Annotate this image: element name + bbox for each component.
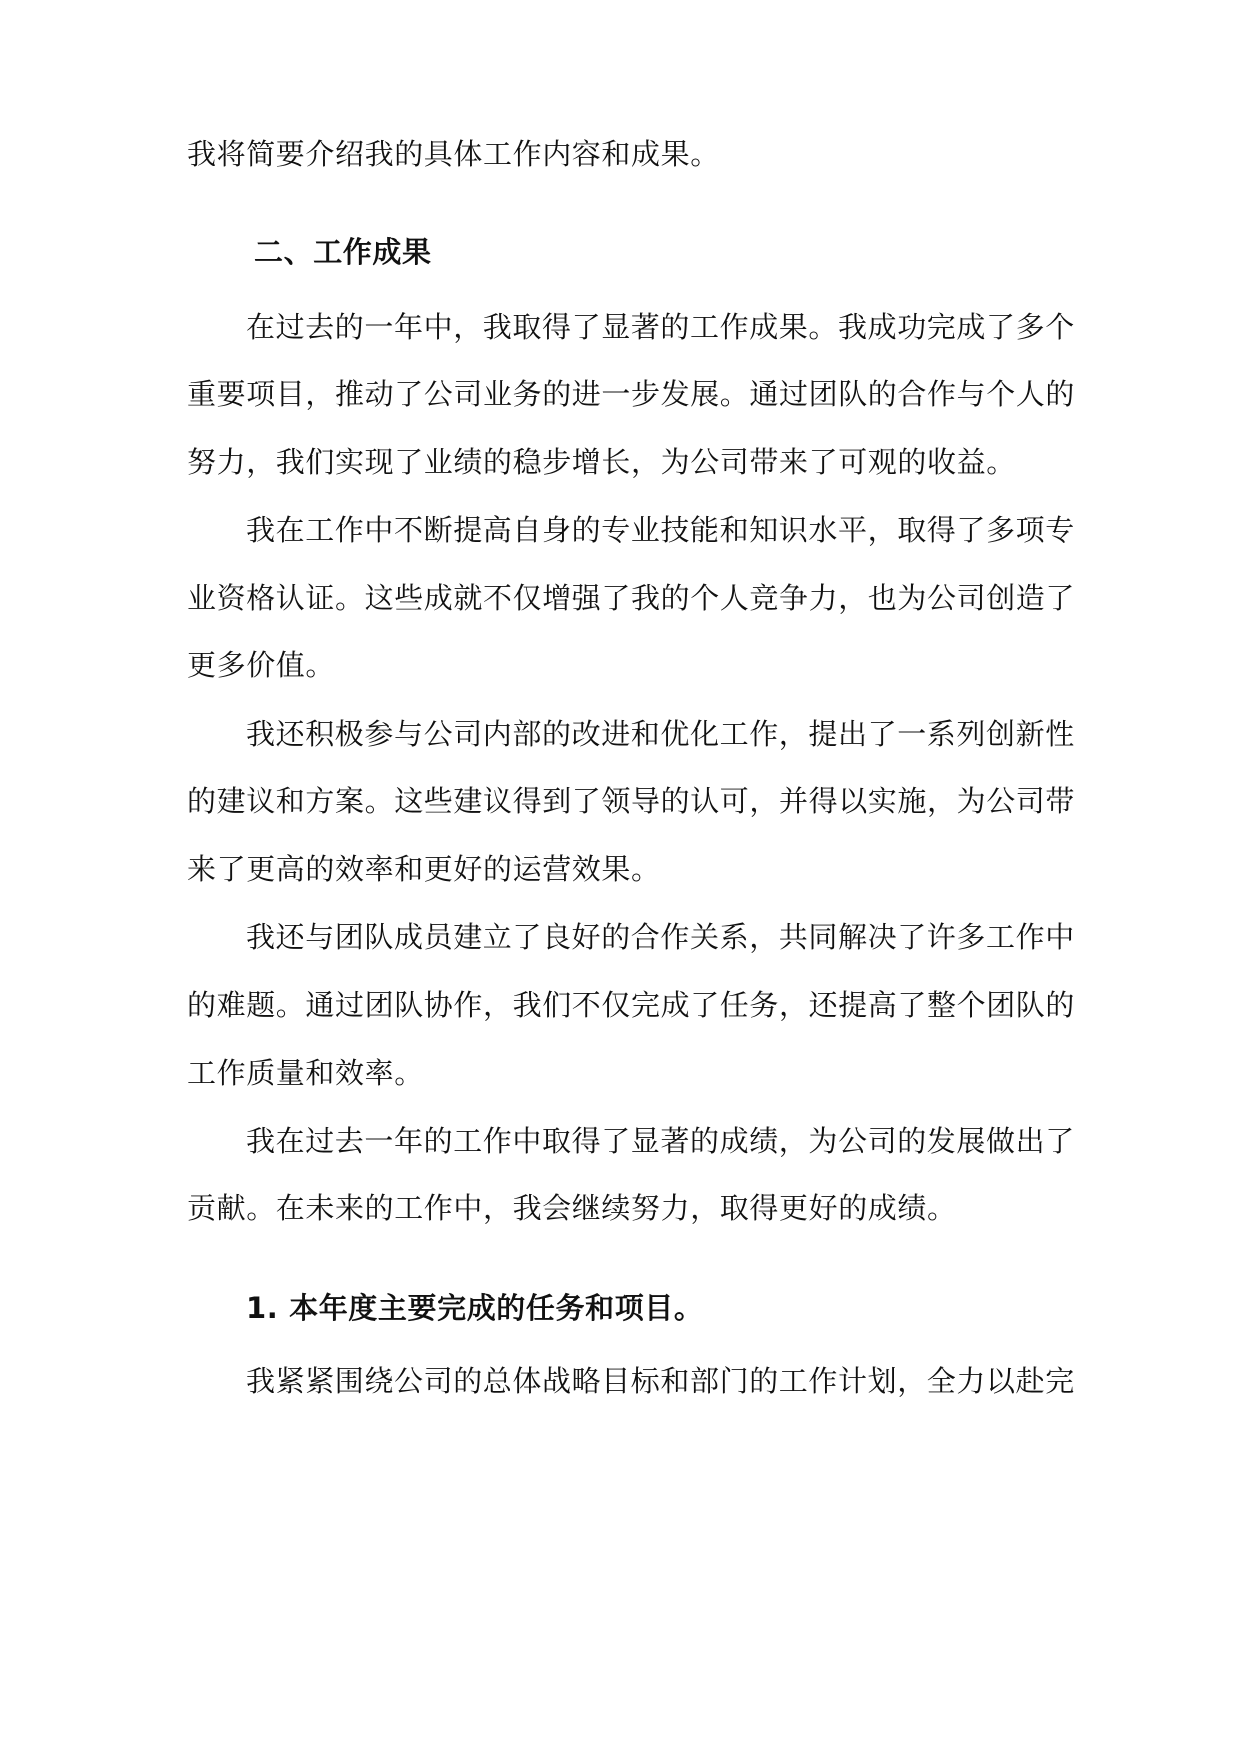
paragraph-line: 努力，我们实现了业绩的稳步增长，为公司带来了可观的收益。 — [187, 445, 1016, 479]
paragraph-line: 我在工作中不断提高自身的专业技能和知识水平，取得了多项专 — [246, 513, 1075, 547]
subheading-1: 1. 本年度主要完成的任务和项目。 — [246, 1291, 704, 1325]
paragraph-line: 我还积极参与公司内部的改进和优化工作，提出了一系列创新性 — [246, 717, 1075, 751]
last-line: 我紧紧围绕公司的总体战略目标和部门的工作计划，全力以赴完 — [246, 1364, 1075, 1398]
intro-line: 我将简要介绍我的具体工作内容和成果。 — [187, 137, 720, 171]
paragraph-line: 贡献。在未来的工作中，我会继续努力，取得更好的成绩。 — [187, 1191, 957, 1225]
paragraph-line: 来了更高的效率和更好的运营效果。 — [187, 852, 661, 886]
paragraph-line: 我在过去一年的工作中取得了显著的成绩，为公司的发展做出了 — [246, 1124, 1075, 1158]
paragraph-line: 的难题。通过团队协作，我们不仅完成了任务，还提高了整个团队的 — [187, 988, 1076, 1022]
paragraph-line: 在过去的一年中，我取得了显著的工作成果。我成功完成了多个 — [246, 310, 1075, 344]
paragraph-line: 的建议和方案。这些建议得到了领导的认可，并得以实施，为公司带 — [187, 784, 1076, 818]
paragraph-line: 我还与团队成员建立了良好的合作关系，共同解决了许多工作中 — [246, 920, 1075, 954]
section-heading: 二、工作成果 — [254, 235, 432, 269]
paragraph-line: 重要项目，推动了公司业务的进一步发展。通过团队的合作与个人的 — [187, 377, 1076, 411]
paragraph-line: 工作质量和效率。 — [187, 1056, 424, 1090]
paragraph-line: 业资格认证。这些成就不仅增强了我的个人竞争力，也为公司创造了 — [187, 581, 1076, 615]
paragraph-line: 更多价值。 — [187, 648, 336, 682]
